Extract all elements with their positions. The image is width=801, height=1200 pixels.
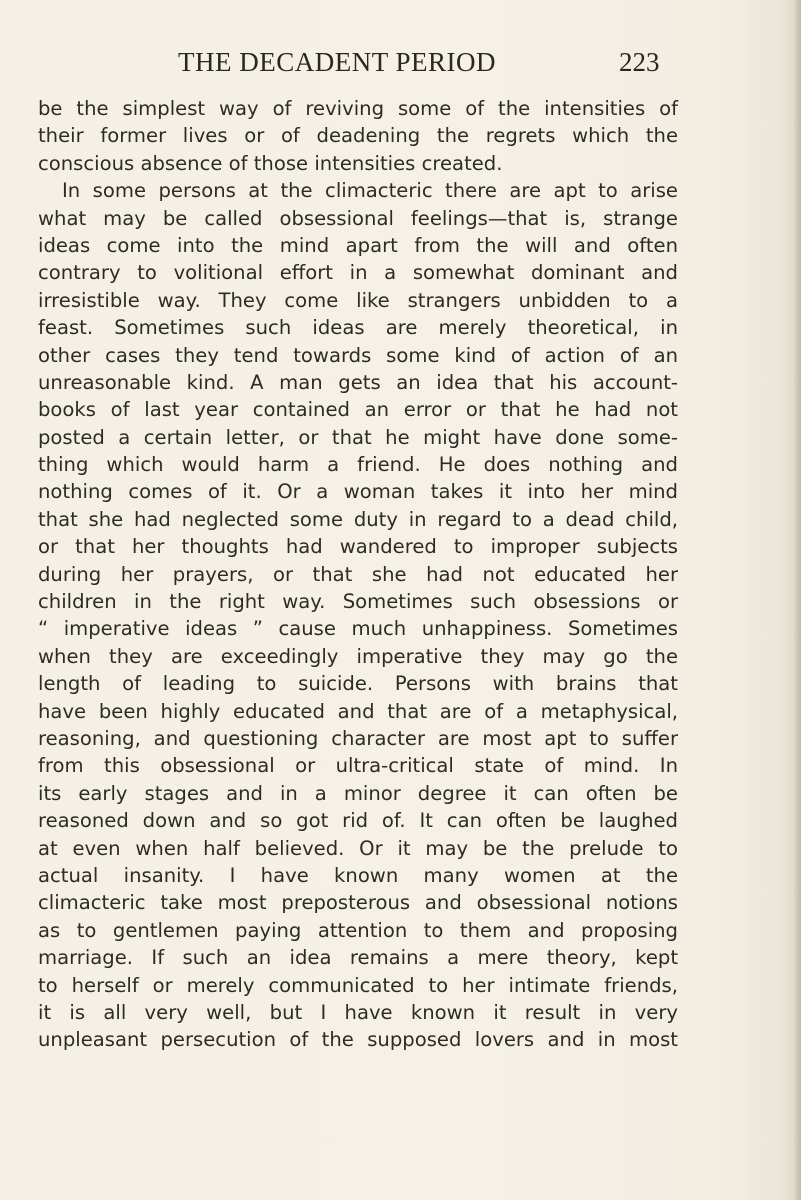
text-line: “ imperative ideas ” cause much unhappiness. Sometimes: [38, 617, 678, 641]
running-head: [0, 46, 801, 86]
body-text: [38, 95, 678, 1054]
text-line: as to gentlemen paying attention to them and proposing: [38, 918, 678, 942]
text-line: or that her thoughts had wandered to improper subjects: [38, 535, 678, 559]
text-line: conscious absence of those intensities created.: [38, 151, 503, 175]
text-line: its early stages and in a minor degree it can often be: [38, 781, 678, 805]
text-line: reasoning, and questioning character are most apt to suffer: [38, 726, 678, 750]
text-line: In some persons at the climacteric there are apt to arise: [62, 179, 678, 203]
text-line: ideas come into the mind apart from the will and often: [38, 233, 678, 257]
text-line: nothing comes of it. Or a woman takes it into her mind: [38, 480, 678, 504]
text-line: length of leading to suicide. Persons with brains that: [38, 672, 678, 696]
text-line: their former lives or of deadening the regrets which the: [38, 124, 678, 148]
text-line: from this obsessional or ultra-critical state of mind. In: [38, 754, 678, 778]
text-line: it is all very well, but I have known it result in very: [38, 1000, 678, 1024]
text-line: reasoned down and so got rid of. It can often be laughed: [38, 809, 678, 833]
text-line: during her prayers, or that she had not educated her: [38, 562, 678, 586]
text-line: unreasonable kind. A man gets an idea that his account-: [38, 370, 678, 394]
text-line: feast. Sometimes such ideas are merely theoretical, in: [38, 316, 678, 340]
text-line: at even when half believed. Or it may be the prelude to: [38, 836, 678, 860]
text-line: be the simplest way of reviving some of the intensities of: [38, 97, 678, 120]
text-line: marriage. If such an idea remains a mere theory, kept: [38, 946, 678, 970]
text-line: posted a certain letter, or that he might have done some-: [38, 425, 678, 449]
text-line: actual insanity. I have known many women at the: [38, 863, 678, 887]
text-line: climacteric take most preposterous and obsessional notions: [38, 891, 678, 915]
text-line: to herself or merely communicated to her intimate friends,: [38, 973, 678, 997]
text-line: irresistible way. They come like strangers unbidden to a: [38, 288, 678, 312]
page-edge-shadow: [793, 0, 801, 1200]
text-line: books of last year contained an error or that he had not: [38, 398, 678, 422]
text-line: thing which would harm a friend. He does nothing and: [38, 453, 678, 477]
text-line: other cases they tend towards some kind of action of an: [38, 343, 678, 367]
text-line: when they are exceedingly imperative they may go the: [38, 644, 678, 668]
text-line: contrary to volitional effort in a somewhat dominant and: [38, 261, 678, 285]
text-line: have been highly educated and that are of a metaphysical,: [38, 699, 678, 723]
text-line: that she had neglected some duty in regard to a dead child,: [38, 507, 678, 531]
text-line: what may be called obsessional feelings—that is, strange: [38, 206, 678, 230]
text-line: children in the right way. Sometimes such obsessions or: [38, 590, 678, 614]
running-head-title: THE DECADENT PERIOD: [178, 47, 496, 77]
text-line: unpleasant persecution of the supposed lovers and in most: [38, 1028, 678, 1052]
page-number: 223: [619, 47, 660, 77]
